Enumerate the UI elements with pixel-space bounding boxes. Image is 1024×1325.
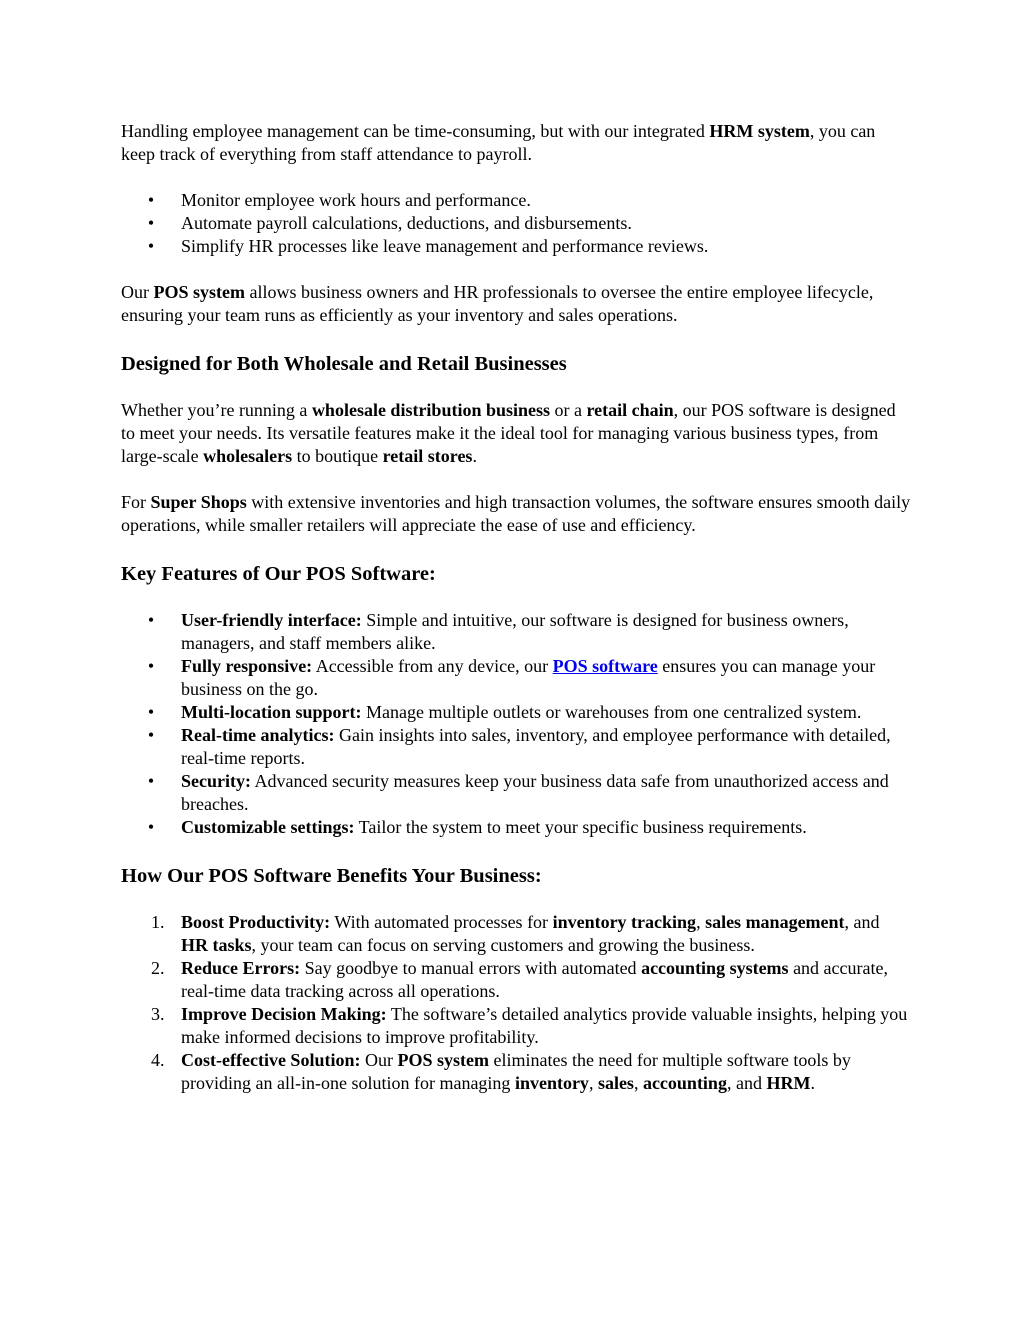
benefits-numbered-list	[121, 911, 911, 1095]
bullet-icon: •	[147, 236, 155, 256]
bullet-icon: •	[147, 725, 155, 745]
list-item: • Fully responsive: Accessible from any device, our POS software ensures you can manage your business on the go.	[147, 656, 876, 699]
bullet-icon: •	[147, 771, 155, 791]
bullet-icon: •	[147, 817, 155, 837]
bullet-icon: •	[147, 610, 155, 630]
list-item: • Monitor employee work hours and performance.	[147, 190, 531, 210]
intro-paragraph: Handling employee management can be time-consuming, but with our integrated HRM system, you can keep track of everything from staff attendance to payroll.	[121, 121, 876, 164]
list-item: 4. Cost-effective Solution: Our POS system eliminates the need for multiple software tools by providing an all-in-one solution for managing inventory, sales, accounting, and HRM.	[151, 1050, 851, 1093]
bullet-icon: •	[147, 702, 155, 722]
benefits-heading: How Our POS Software Benefits Your Business:	[121, 865, 542, 887]
list-item: • Customizable settings: Tailor the system to meet your specific business requirements.	[147, 817, 807, 837]
document-page	[121, 120, 911, 1095]
bullet-icon: •	[147, 656, 155, 676]
hrm-system-term: HRM system	[709, 121, 810, 141]
pos-system-term: POS system	[153, 282, 245, 302]
hrm-bullet-list	[121, 189, 911, 258]
bullet-icon: •	[147, 213, 155, 233]
list-item: • User-friendly interface: Simple and intuitive, our software is designed for business owners, managers, and staff members alike.	[147, 610, 849, 653]
list-item: 3. Improve Decision Making: The software’s detailed analytics provide valuable insights, helping you make informed decisions to improve profitability.	[151, 1004, 908, 1047]
pos-system-paragraph: Our POS system allows business owners and HR professionals to oversee the entire employee lifecycle, ensuring your team runs as efficiently as your inventory and sales operations.	[121, 282, 874, 325]
list-item: • Simplify HR processes like leave management and performance reviews.	[147, 236, 709, 256]
bullet-icon: •	[147, 190, 155, 210]
designed-paragraph-2: For Super Shops with extensive inventories and high transaction volumes, the software ensures smooth daily operations, while smaller retailers will appreciate the ease of use and efficiency.	[121, 492, 911, 535]
designed-heading: Designed for Both Wholesale and Retail Businesses	[121, 353, 567, 375]
designed-paragraph-1: Whether you’re running a wholesale distribution business or a retail chain, our POS software is designed to meet your needs. Its versatile features make it the ideal tool for managing various business types, from large-scale wholesalers to boutique retail stores.	[121, 400, 896, 466]
list-item: • Multi-location support: Manage multiple outlets or warehouses from one centralized system.	[147, 702, 862, 722]
features-bullet-list	[121, 609, 911, 839]
features-heading: Key Features of Our POS Software:	[121, 563, 436, 585]
pos-software-link[interactable]: POS software	[552, 656, 658, 676]
list-item: 2. Reduce Errors: Say goodbye to manual errors with automated accounting systems and accurate, real-time data tracking across all operations.	[151, 958, 888, 1001]
list-item: 1. Boost Productivity: With automated processes for inventory tracking, sales management, and HR tasks, your team can focus on serving customers and growing the business.	[151, 912, 880, 955]
list-item: • Automate payroll calculations, deductions, and disbursements.	[147, 213, 632, 233]
list-item: • Security: Advanced security measures keep your business data safe from unauthorized access and breaches.	[147, 771, 889, 814]
list-item: • Real-time analytics: Gain insights into sales, inventory, and employee performance with detailed, real-time reports.	[147, 725, 891, 768]
